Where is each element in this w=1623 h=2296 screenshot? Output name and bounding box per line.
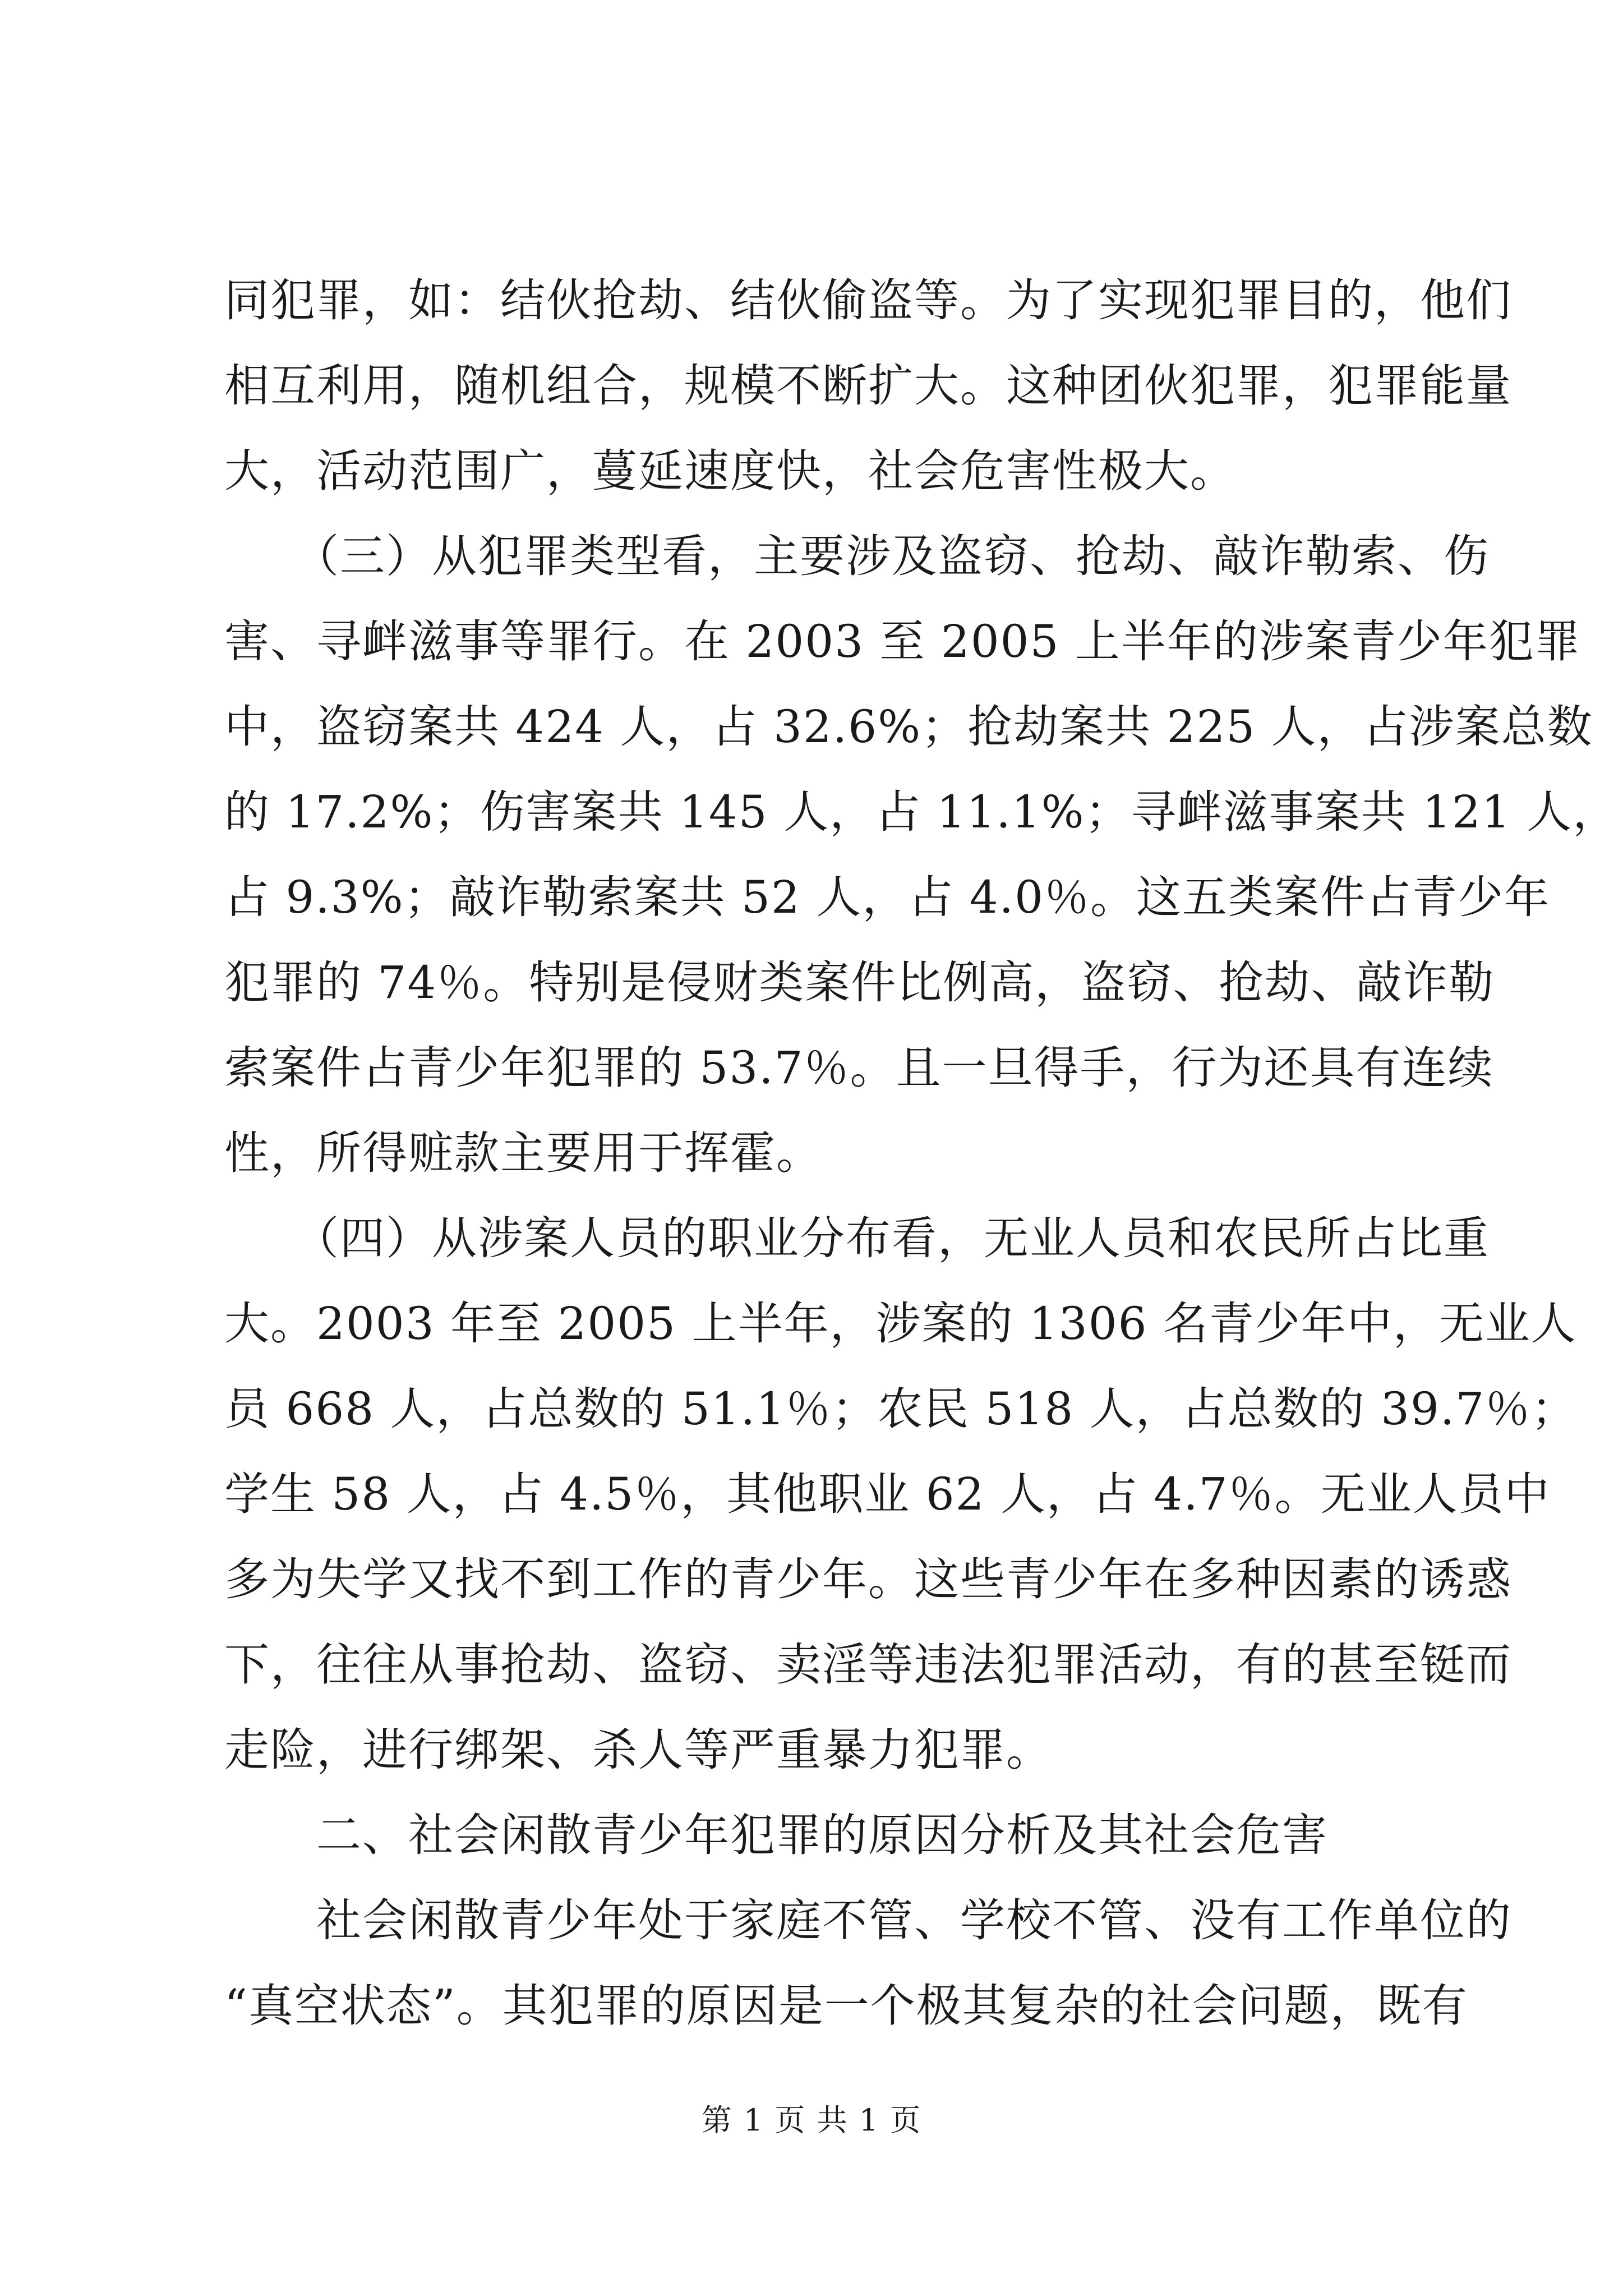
page-footer (0, 2098, 1623, 2143)
text-line: 性，所得赃款主要用于挥霍。 (224, 1127, 822, 1179)
text-line: （三）从犯罪类型看，主要涉及盗窃、抢劫、敲诈勒索、伤 (224, 530, 1490, 582)
body-text (224, 258, 1619, 2049)
text-line: 的 17.2%；伤害案共 145 人，占 11.1%；寻衅滋事案共 121 人， (224, 786, 1619, 838)
text-line: 索案件占青少年犯罪的 53.7％。且一旦得手，行为还具有连续 (224, 1042, 1494, 1094)
text-line: 大。2003 年至 2005 上半年，涉案的 1306 名青少年中，无业人 (224, 1297, 1577, 1350)
text-line: 学生 58 人，占 4.5％，其他职业 62 人，占 4.7％。无业人员中 (224, 1468, 1551, 1520)
text-line: 占 9.3%；敲诈勒索案共 52 人，占 4.0％。这五类案件占青少年 (224, 871, 1550, 923)
page-number: 第 1 页 共 1 页 (701, 2102, 922, 2138)
text-line: 中，盗窃案共 424 人，占 32.6%；抢劫案共 225 人，占涉案总数 (224, 701, 1593, 753)
text-line: 害、寻衅滋事等罪行。在 2003 至 2005 上半年的涉案青少年犯罪 (224, 615, 1581, 668)
text-line: 社会闲散青少年处于家庭不管、学校不管、没有工作单位的 (224, 1894, 1512, 1947)
text-line: （四）从涉案人员的职业分布看，无业人员和农民所占比重 (224, 1212, 1490, 1264)
text-line: 多为失学又找不到工作的青少年。这些青少年在多种因素的诱惑 (224, 1553, 1512, 1605)
text-line: 员 668 人，占总数的 51.1％；农民 518 人，占总数的 39.7％； (224, 1383, 1578, 1435)
text-line: 下，往往从事抢劫、盗窃、卖淫等违法犯罪活动，有的甚至铤而 (224, 1639, 1512, 1691)
text-line: 相互利用，随机组合，规模不断扩大。这种团伙犯罪，犯罪能量 (224, 360, 1512, 412)
text-line: “真空状态”。其犯罪的原因是一个极其复杂的社会问题，既有 (224, 1980, 1468, 2032)
section-heading: 二、社会闲散青少年犯罪的原因分析及其社会危害 (224, 1809, 1328, 1861)
text-line: 同犯罪，如：结伙抢劫、结伙偷盗等。为了实现犯罪目的，他们 (224, 274, 1512, 326)
text-line: 犯罪的 74％。特别是侵财类案件比例高，盗窃、抢劫、敲诈勒 (224, 956, 1495, 1009)
text-line: 大，活动范围广，蔓延速度快，社会危害性极大。 (224, 445, 1236, 497)
text-line: 走险，进行绑架、杀人等严重暴力犯罪。 (224, 1724, 1052, 1776)
